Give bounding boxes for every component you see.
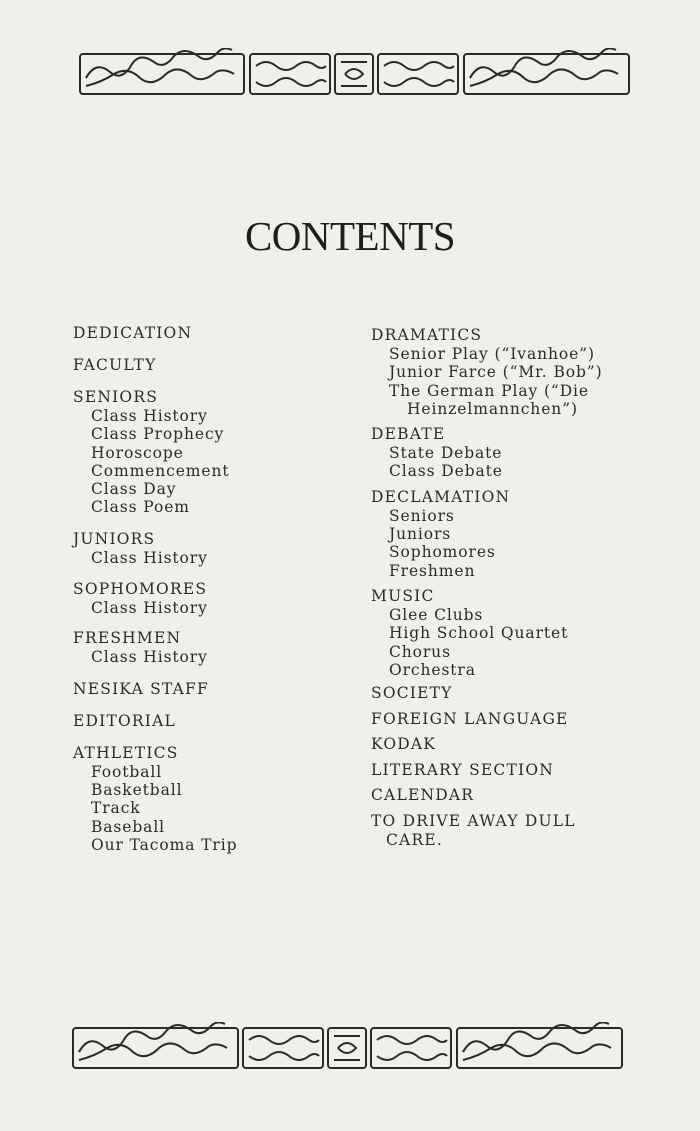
- contents-item: The German Play (“Die: [389, 381, 589, 400]
- section-kodak: [371, 735, 633, 754]
- section-heading: DEDICATION: [73, 324, 193, 342]
- section-heading: NESIKA STAFF: [73, 679, 209, 698]
- section-heading: LITERARY SECTION: [371, 761, 555, 780]
- contents-right-column: [371, 324, 633, 850]
- section-music: [371, 587, 633, 679]
- contents-item: Class History: [91, 599, 208, 618]
- section-calendar: [371, 786, 633, 805]
- section-heading: SENIORS: [73, 388, 159, 406]
- contents-item: Horoscope: [91, 443, 184, 462]
- section-heading: DECLAMATION: [371, 487, 511, 506]
- contents-item: Class Debate: [389, 462, 503, 481]
- contents-item: Track: [91, 799, 141, 818]
- section-heading: SOCIETY: [371, 684, 453, 703]
- contents-item: Freshmen: [389, 561, 476, 580]
- contents-item: Class Prophecy: [91, 425, 225, 444]
- contents-item: Basketball: [91, 780, 183, 799]
- contents-item: Commencement: [91, 461, 230, 480]
- section-society: [371, 684, 633, 703]
- section-debate: [371, 425, 633, 481]
- contents-left-column: [73, 324, 343, 854]
- section-heading: CALENDAR: [371, 786, 475, 805]
- bottom-ornamental-border: [0, 1022, 700, 1074]
- section-seniors: [73, 388, 343, 517]
- section-editorial: [73, 712, 343, 731]
- section-heading: FACULTY: [73, 356, 157, 374]
- section-nesika-staff: [73, 680, 343, 699]
- section-to-drive-away-dull-care: [371, 812, 633, 850]
- section-literary-section: [371, 761, 633, 780]
- contents-item: Class History: [91, 548, 208, 567]
- contents-item: Senior Play (“Ivanhoe”): [389, 345, 595, 363]
- section-heading: EDITORIAL: [73, 711, 176, 730]
- section-heading: TO DRIVE AWAY DULL: [371, 812, 576, 831]
- section-heading: KODAK: [371, 735, 437, 754]
- page-title: CONTENTS: [244, 213, 456, 259]
- section-juniors: [73, 530, 343, 567]
- contents-item: Glee Clubs: [389, 605, 484, 624]
- section-heading: FRESHMEN: [73, 629, 182, 648]
- section-heading: DEBATE: [371, 425, 446, 444]
- section-heading: SOPHOMORES: [73, 580, 208, 599]
- contents-item-continuation: Heinzelmannchen”): [407, 399, 578, 418]
- contents-item: Class Day: [91, 480, 177, 499]
- section-heading: MUSIC: [371, 586, 435, 605]
- top-ornamental-border: [0, 48, 700, 100]
- contents-item: Class History: [91, 648, 208, 667]
- contents-item: Seniors: [389, 506, 455, 525]
- section-foreign-language: [371, 710, 633, 729]
- contents-item: Orchestra: [389, 660, 476, 679]
- contents-item: Chorus: [389, 642, 451, 661]
- section-heading: JUNIORS: [73, 529, 156, 548]
- section-freshmen: [73, 629, 343, 666]
- contents-item: Juniors: [389, 525, 452, 544]
- contents-item: Class History: [91, 407, 208, 425]
- section-heading: DRAMATICS: [371, 326, 483, 344]
- contents-item: Sophomores: [389, 543, 496, 562]
- section-athletics: [73, 744, 343, 854]
- section-sophomores: [73, 580, 343, 617]
- section-dedication: [73, 324, 343, 343]
- contents-item: State Debate: [389, 444, 503, 463]
- contents-item: High School Quartet: [389, 624, 569, 643]
- section-dramatics: [371, 326, 633, 418]
- section-declamation: [371, 488, 633, 580]
- contents-item: Baseball: [91, 817, 166, 836]
- section-heading: ATHLETICS: [73, 743, 179, 762]
- contents-item: Class Poem: [91, 498, 190, 517]
- section-heading-continuation: CARE.: [386, 831, 443, 850]
- section-heading: FOREIGN LANGUAGE: [371, 710, 569, 729]
- contents-item: Football: [91, 762, 163, 781]
- contents-item: Junior Farce (“Mr. Bob”): [389, 363, 603, 382]
- section-faculty: [73, 356, 343, 375]
- contents-item: Our Tacoma Trip: [91, 835, 238, 854]
